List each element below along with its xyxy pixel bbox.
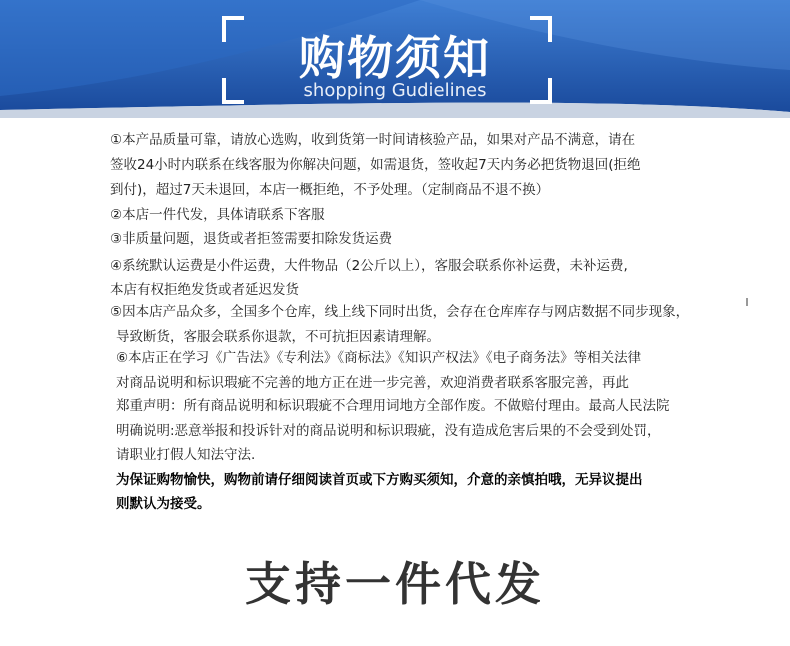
notice-line-bold: 为保证购物愉快，购物前请仔细阅读首页或下方购买须知，介意的亲慎拍哦，无异议提出 bbox=[116, 472, 643, 488]
banner-title: 购物须知 bbox=[299, 31, 491, 85]
notice-line: 本店有权拒绝发货或者延迟发货 bbox=[110, 282, 299, 298]
notice-line: 签收24小时内联系在线客服为你解决问题，如需退货，签收起7天内务必把货物退回(拒绝 bbox=[110, 157, 641, 173]
stray-mark bbox=[746, 298, 748, 306]
header-banner bbox=[0, 0, 790, 118]
notice-line: 明确说明:恶意举报和投诉针对的商品说明和标识瑕疵，没有造成危害后果的不会受到处罚， bbox=[116, 423, 661, 439]
notice-line: ①本产品质量可靠，请放心选购，收到货第一时间请核验产品，如果对产品不满意，请在 bbox=[110, 132, 636, 148]
footer-title: 支持一件代发 bbox=[245, 557, 545, 611]
notice-line: 请职业打假人知法守法. bbox=[116, 447, 256, 463]
notice-line: ⑤因本店产品众多，全国多个仓库，线上线下同时出货，会存在仓库库存与网店数据不同步现象， bbox=[110, 304, 690, 320]
notice-line: ②本店一件代发，具体请联系下客服 bbox=[110, 207, 325, 223]
notice-line: ⑥本店正在学习《广告法》《专利法》《商标法》《知识产权法》《电子商务法》等相关法律 bbox=[116, 350, 642, 366]
notice-line: 到付)，超过7天未退回，本店一概拒绝，不予处理。（定制商品不退不换） bbox=[110, 182, 550, 198]
notice-line: ③非质量问题，退货或者拒签需要扣除发货运费 bbox=[110, 231, 393, 247]
banner-subtitle: shopping Gudielines bbox=[303, 80, 487, 101]
notice-line-bold: 则默认为接受。 bbox=[116, 496, 211, 512]
notice-line: 对商品说明和标识瑕疵不完善的地方正在进一步完善，欢迎消费者联系客服完善，再此 bbox=[116, 375, 629, 391]
notice-line: 郑重声明：所有商品说明和标识瑕疵不合理用词地方全部作废。不做赔付理由。最高人民法院 bbox=[116, 398, 670, 414]
notice-line: ④系统默认运费是小件运费，大件物品（2公斤以上），客服会联系你补运费，未补运费, bbox=[110, 258, 628, 274]
notice-line: 导致断货，客服会联系你退款，不可抗拒因素请理解。 bbox=[116, 329, 440, 345]
